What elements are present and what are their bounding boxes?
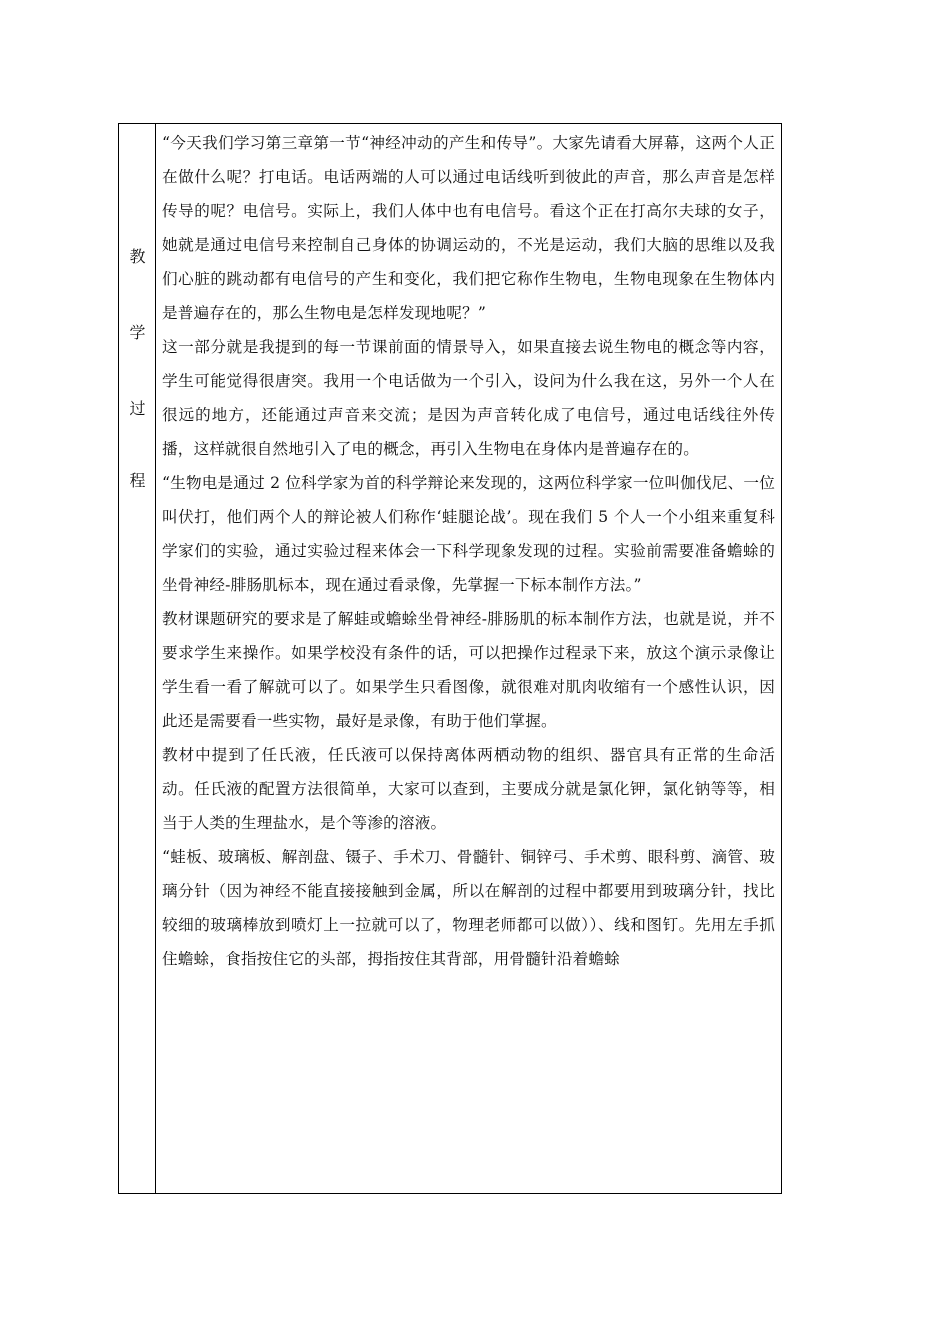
paragraph-specimen-commentary: 教材课题研究的要求是了解蛙或蟾蜍坐骨神经-腓肠肌的标本制作方法，也就是说，并不要求学生来操作。如果学校没有条件的话，可以把操作过程录下来，放这个演示录像让学生看一看了解就可以了。如果学生只看图像，就很难对肌肉收缩有一个感性认识，因此还是需要看一些实物，最好是录像，有助于他们掌握。 bbox=[162, 610, 775, 730]
lesson-table bbox=[118, 123, 782, 1194]
section-label-column bbox=[119, 124, 156, 1193]
paragraph-intro-quote: “今天我们学习第三章第一节“神经冲动的产生和传导”。大家先请看大屏幕，这两个人正在做什么呢？打电话。电话两端的人可以通过电话线听到彼此的声音，那么声音是怎样传导的呢？电信号。实际上，我们人体中也有电信号。看这个正在打高尔夫球的女子，她就是通过电信号来控制自己身体的协调运动的，不光是运动，我们大脑的思维以及我们心脏的跳动都有电信号的产生和变化，我们把它称作生物电，生物电现象在生物体内是普遍存在的，那么生物电是怎样发现地呢？” bbox=[162, 134, 775, 322]
paragraph-ringer-solution: 教材中提到了任氏液，任氏液可以保持离体两栖动物的组织、器官具有正常的生命活动。任氏液的配置方法很简单，大家可以查到，主要成分就是氯化钾，氯化钠等等，相当于人类的生理盐水，是个等渗的溶液。 bbox=[162, 746, 775, 832]
paragraph-bioelectric-quote: “生物电是通过 2 位科学家为首的科学辩论来发现的，这两位科学家一位叫伽伐尼、一位叫伏打，他们两个人的辩论被人们称作‘蛙腿论战’。现在我们 5 个人一个小组来重复科学家们的实验，通过实验过程来体会一下科学现象发现的过程。实验前需要准备蟾蜍的坐骨神经-腓肠肌标本，现在通过看录像，先掌握一下标本制作方法。” bbox=[162, 474, 775, 594]
section-label-char: 程 bbox=[129, 471, 146, 490]
paragraph-equipment-quote: “蛙板、玻璃板、解剖盘、镊子、手术刀、骨髓针、铜锌弓、手术剪、眼科剪、滴管、玻璃分针（因为神经不能直接接触到金属，所以在解剖的过程中都要用到玻璃分针，找比较细的玻璃棒放到喷灯上一拉就可以了，物理老师都可以做））、线和图钉。先用左手抓住蟾蜍，食指按住它的头部，拇指按住其背部，用骨髓针沿着蟾蜍 bbox=[162, 848, 775, 968]
section-label-char: 学 bbox=[129, 323, 146, 342]
content-cell bbox=[156, 124, 781, 1193]
paragraph-intro-commentary: 这一部分就是我提到的每一节课前面的情景导入，如果直接去说生物电的概念等内容，学生可能觉得很唐突。我用一个电话做为一个引入，设问为什么我在这，另外一个人在很远的地方，还能通过声音来交流；是因为声音转化成了电信号，通过电话线往外传播，这样就很自然地引入了电的概念，再引入生物电在身体内是普遍存在的。 bbox=[162, 338, 775, 458]
section-label-char: 过 bbox=[129, 399, 146, 418]
section-label-char: 教 bbox=[129, 247, 146, 266]
